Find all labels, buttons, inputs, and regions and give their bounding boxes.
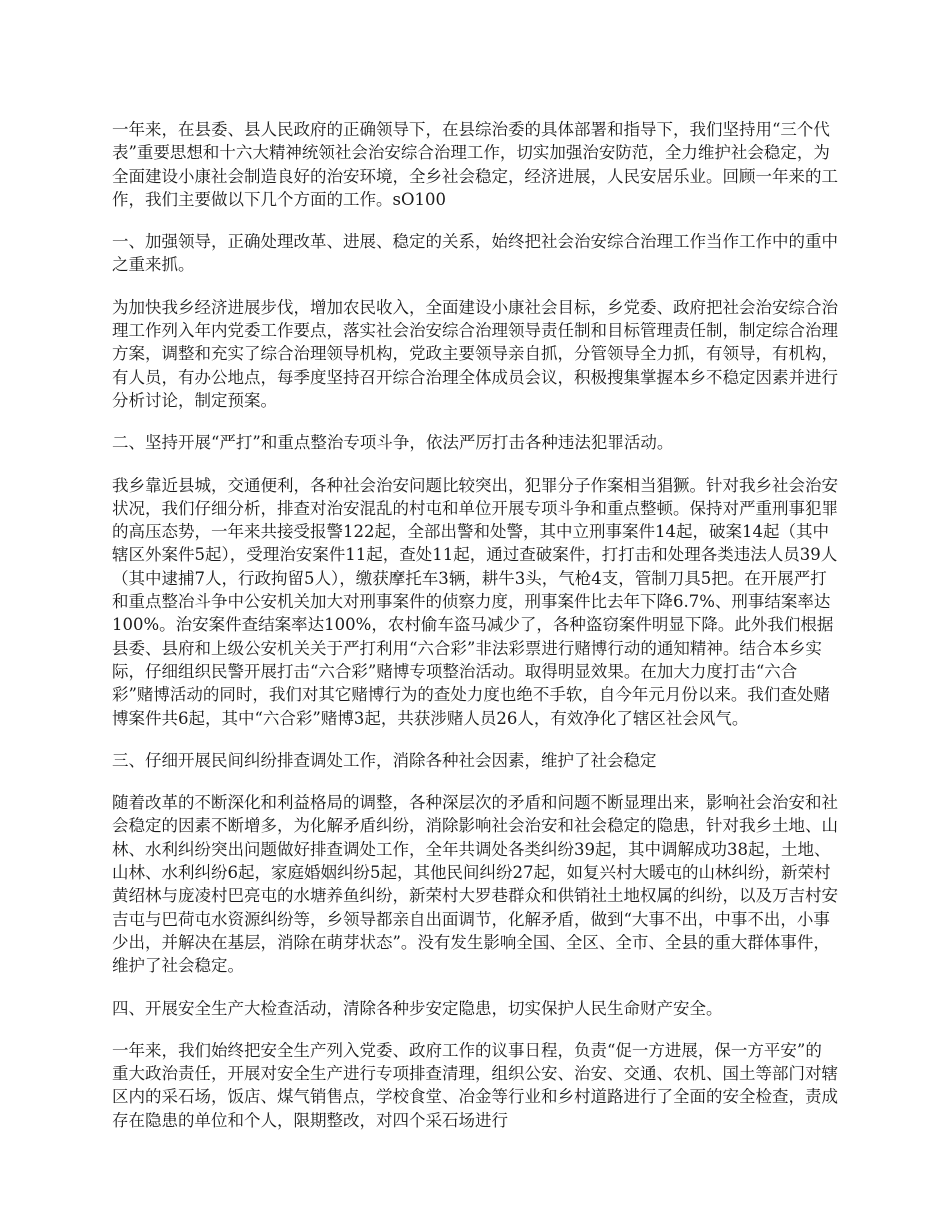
section-heading-3: 三、仔细开展民间纠纷排查调处工作，消除各种社会因素，维护了社会稳定 (112, 750, 657, 770)
section-1-paragraph: 为加快我乡经济进展步伐，增加农民收入，全面建设小康社会目标，乡党委、政府把社会治安综合治理工作列入年内党委工作要点，落实社会治安综合治理领导责任制和目标管理责任制，制定综合治理方案，调整和充实了综合治理领导机构，党政主要领导亲自抓，分管领导全力抓，有领导，有机构，有人员，有办公地点，每季度坚持召开综合治理全体成员会议，积极搜集掌握本乡不稳定因素并进行分析讨论，制定预案。 (112, 297, 838, 410)
section-4-paragraph: 一年来，我们始终把安全生产列入党委、政府工作的议事日程，负责“促一方进展，保一方平安”的重大政治责任，开展对安全生产进行专项排查清理，组织公安、治安、交通、农机、国土等部门对辖区内的采石场，饭店、煤气销售点，学校食堂、冶金等行业和乡村道路进行了全面的安全检查，责成存在隐患的单位和个人，限期整改，对四个采石场进行 (112, 1040, 838, 1130)
section-3-paragraph: 随着改革的不断深化和利益格局的调整，各种深层次的矛盾和问题不断显理出来，影响社会治安和社会稳定的因素不断增多，为化解矛盾纠纷，消除影响社会治安和社会稳定的隐患，针对我乡土地、山林、水利纠纷突出问题做好排查调处工作，全年共调处各类纠纷39起，其中调解成功38起，土地、山林、水利纠纷6起，家庭婚姻纠纷5起，其他民间纠纷27起，如复兴村大暖屯的山林纠纷，新荣村黄绍林与庞凌村巴亮屯的水塘养鱼纠纷，新荣村大罗巷群众和供销社土地权属的纠纷，以及万吉村安吉屯与巴荷屯水资源纠纷等，乡领导都亲自出面调节，化解矛盾，做到“大事不出，中事不出，小事少出，并解决在基层，消除在萌芽状态”。没有发生影响全国、全区、全市、全县的重大群体事件，维护了社会稳定。 (112, 793, 838, 976)
section-heading-4: 四、开展安全生产大检查活动，清除各种步安定隐患，切实保护人民生命财产安全。 (112, 998, 723, 1018)
section-heading-2: 二、坚持开展“严打”和重点整治专项斗争，依法严厉打击各种违法犯罪活动。 (112, 433, 674, 453)
section-heading-1: 一、加强领导，正确处理改革、进展、稳定的关系，始终把社会治安综合治理工作当作工作中的重中之重来抓。 (112, 232, 838, 275)
intro-paragraph: 一年来，在县委、县人民政府的正确领导下，在县综治委的具体部署和指导下，我们坚持用“三个代表”重要思想和十六大精神统领社会治安综合治理工作，切实加强治安防范，全力维护社会稳定，为全面建设小康社会制造良好的治安环境，全乡社会稳定，经济进展，人民安居乐业。回顾一年来的工作，我们主要做以下几个方面的工作。sO100 (112, 120, 838, 209)
document-body (112, 118, 838, 1151)
section-2-paragraph: 我乡靠近县城，交通便利，各种社会治安问题比较突出，犯罪分子作案相当猖獗。针对我乡社会治安状况，我们仔细分析，排查对治安混乱的村屯和单位开展专项斗争和重点整顿。保持对严重刑事犯罪的高压态势，一年来共接受报警122起，全部出警和处警，其中立刑事案件14起，破案14起（其中辖区外案件5起），受理治安案件11起，查处11起，通过查破案件，打打击和处理各类违法人员39人（其中逮捕7人，行政拘留5人），缴获摩托车3辆，耕牛3头，气枪4支，管制刀具5把。在开展严打和重点整冶斗争中公安机关加大对刑事案件的侦察力度，刑事案件比去年下降6.7%、刑事结案率达100%。治安案件查结案率达100%，农村偷车盗马减少了，各种盗窃案件明显下降。此外我们根据县委、县府和上级公安机关关于严打利用“六合彩”非法彩票进行赌博行动的通知精神。结合本乡实际，仔细组织民警开展打击“六合彩”赌博专项整治活动。取得明显效果。在加大力度打击“六合彩”赌博活动的同时，我们对其它赌博行为的查处力度也绝不手软，自今年元月份以来。我们查处赌博案件共6起，其中“六合彩”赌博3起，共获涉赌人员26人，有效净化了辖区社会风气。 (112, 475, 838, 728)
